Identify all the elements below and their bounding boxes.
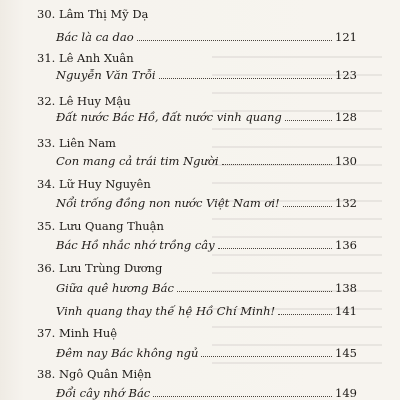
dot-leader <box>201 356 332 357</box>
poem-entry <box>56 281 357 295</box>
author-entry: 32. Lê Huy Mậu <box>37 94 131 108</box>
poem-entry <box>56 110 357 124</box>
dot-leader <box>153 396 332 397</box>
page-number: 149 <box>335 386 357 400</box>
author-entry: 35. Lưu Quang Thuận <box>37 219 164 233</box>
author-entry: 36. Lưu Trùng Dương <box>37 261 163 275</box>
poem-entry <box>56 154 357 168</box>
poem-title: Bác là ca dao <box>56 30 134 44</box>
page-number: 138 <box>335 281 357 295</box>
poem-title: Nguyễn Văn Trỗi <box>56 68 156 82</box>
page-number: 128 <box>335 110 357 124</box>
poem-title: Nổi trống đồng non nước Việt Nam ơi! <box>56 196 280 210</box>
poem-entry <box>56 238 357 252</box>
poem-title: Đêm nay Bác không ngủ <box>56 346 199 360</box>
author-entry: 34. Lữ Huy Nguyên <box>37 177 151 191</box>
page-number: 121 <box>335 30 357 44</box>
dot-leader <box>283 206 332 207</box>
dot-leader <box>218 248 332 249</box>
dot-leader <box>137 40 332 41</box>
poem-title: Vinh quang thay thế hệ Hồ Chí Minh! <box>56 304 276 318</box>
dot-leader <box>222 164 333 165</box>
page-number: 130 <box>335 154 357 168</box>
poem-title: Đổi cây nhớ Bác <box>56 386 151 400</box>
poem-title: Con mang cả trái tim Người <box>56 154 219 168</box>
author-entry: 38. Ngô Quân Miện <box>37 367 152 381</box>
author-entry: 33. Liên Nam <box>37 136 116 150</box>
dot-leader <box>159 78 332 79</box>
poem-entry <box>56 304 357 318</box>
poem-title: Đất nước Bác Hồ, đất nước vinh quang <box>56 110 282 124</box>
author-entry: 30. Lâm Thị Mỹ Dạ <box>37 7 149 21</box>
poem-title: Bác Hồ nhắc nhớ trồng cây <box>56 238 215 252</box>
author-entry: 31. Lê Anh Xuân <box>37 51 134 65</box>
dot-leader <box>278 314 332 315</box>
poem-entry <box>56 30 357 44</box>
poem-entry <box>56 68 357 82</box>
dot-leader <box>177 291 332 292</box>
author-entry: 37. Minh Huệ <box>37 326 118 340</box>
poem-entry <box>56 386 357 400</box>
poem-title: Giữa quê hương Bác <box>56 281 174 295</box>
page-number: 123 <box>335 68 357 82</box>
dot-leader <box>285 120 332 121</box>
page-number: 132 <box>335 196 357 210</box>
page-number: 136 <box>335 238 357 252</box>
page-number: 141 <box>335 304 357 318</box>
page-number: 145 <box>335 346 357 360</box>
poem-entry <box>56 346 357 360</box>
poem-entry <box>56 196 357 210</box>
